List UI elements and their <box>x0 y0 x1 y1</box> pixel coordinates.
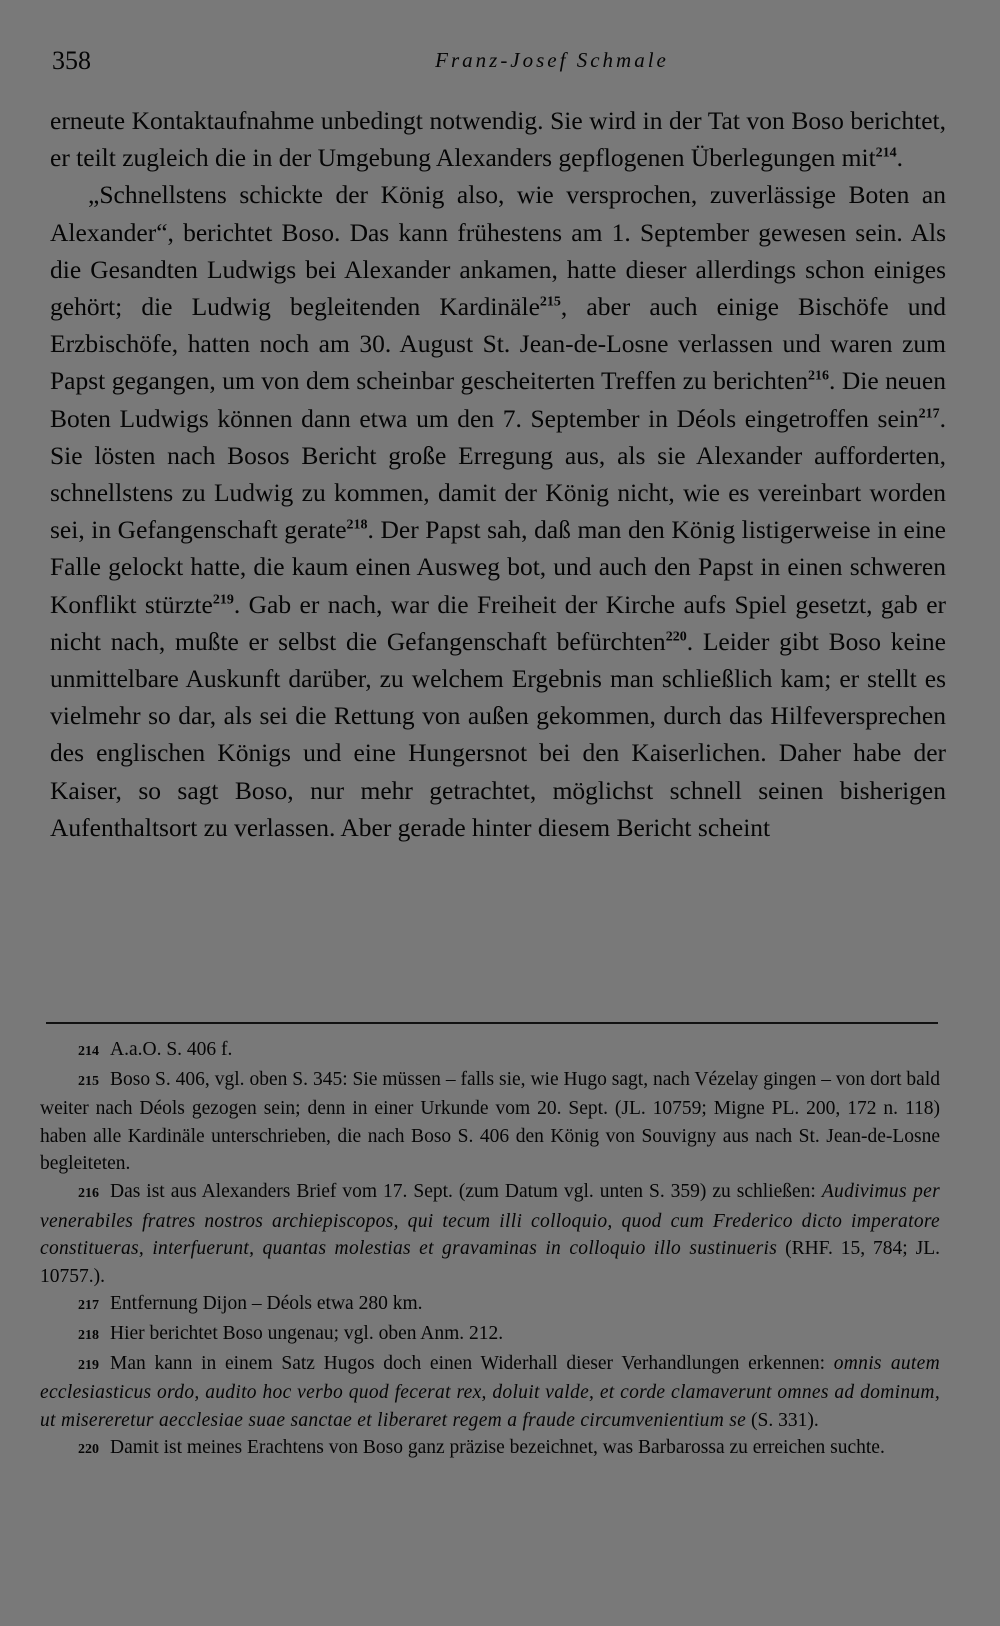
footnote-text: (RHF. 15, 784; JL. 10757.). <box>40 1238 940 1287</box>
footnote-number: 219 <box>78 1357 99 1373</box>
footnote-215 <box>40 1066 940 1178</box>
footnote-number: 216 <box>78 1185 99 1201</box>
text-run: , aber auch einige Bischöfe und Erzbischöfe, hatten noch am 30. August St. Jean-de-Losne verlassen und waren zum Papst gegangen, um von dem scheinbar gescheiterten Treffen zu berichten <box>50 292 946 396</box>
paragraph <box>50 176 946 846</box>
text-run: „Schnellstens schickte der König also, wie versprochen, zuverlässige Boten an Alexander“, berichtet Boso. Das kann frühestens am 1. September gewesen sein. Als die Gesandten Ludwigs bei Alexander ankamen, hatte dieser allerdings schon einiges gehört; die Ludwig begleitenden Kardinäle <box>50 180 946 322</box>
footnote-number: 220 <box>78 1442 99 1458</box>
text-run: erneute Kontaktaufnahme unbedingt notwendig. Sie wird in der Tat von Boso berichtet, er teilt zugleich die in der Umgebung Alexanders gepflogenen Überlegungen mit <box>50 106 946 173</box>
main-text <box>50 102 946 846</box>
footnote-text: Man kann in einem Satz Hugos doch einen Widerhall dieser Verhandlungen erkennen: <box>110 1352 834 1374</box>
text-run: . Der Papst sah, daß man den König listigerweise in eine Falle gelockt hatte, die kaum einen Ausweg bot, und auch den Papst in einen schweren Konflikt stürzte <box>50 515 946 619</box>
footnote-text: Hier berichtet Boso ungenau; vgl. oben Anm. 212. <box>110 1322 504 1344</box>
footnote-number: 214 <box>78 1044 99 1059</box>
footnote-number: 215 <box>78 1073 99 1089</box>
footnote-number: 218 <box>78 1327 99 1343</box>
paragraph <box>50 102 946 176</box>
footnote-text: Entfernung Dijon – Déols etwa 280 km. <box>110 1293 423 1315</box>
text-run: . Sie lösten nach Bosos Bericht große Erregung aus, als sie Alexander aufforderten, schnellstens zu Ludwig zu kommen, damit der König nicht, wie es vereinbart worden sei, in Gefangenschaft gerate <box>50 403 946 545</box>
footnote-218 <box>40 1320 940 1350</box>
page-header <box>52 46 958 80</box>
text-run: . Die neuen Boten Ludwigs können dann etwa um den 7. September in Déols eingetroffen sein <box>50 366 946 433</box>
footnote-reference[interactable]: 215 <box>539 294 561 310</box>
footnote-text: Damit ist meines Erachtens von Boso ganz präzise bezeichnet, was Barbarossa zu erreichen suchte. <box>110 1437 885 1459</box>
footnote-text: Boso S. 406, vgl. oben S. 345: Sie müssen – falls sie, wie Hugo sagt, nach Vézelay gingen – von dort bald weiter nach Déols gezogen sein; denn in einer Urkunde vom 20. Sept. (JL. 10759; Migne PL. 200, 172 n. 118) haben alle Kardinäle unterschrieben, die nach Boso S. 406 den König von Souvigny aus nach St. Jean-de-Losne begleiteten. <box>40 1068 940 1175</box>
footnote-reference[interactable]: 219 <box>212 592 234 608</box>
footnote-216 <box>40 1178 940 1290</box>
footnotes <box>40 1036 940 1464</box>
footnote-number: 217 <box>78 1298 99 1314</box>
footnote-text: A.a.O. S. 406 f. <box>110 1039 233 1060</box>
footnote-220 <box>40 1434 940 1464</box>
footnote-text: (S. 331). <box>746 1409 819 1431</box>
footnote-divider <box>46 1022 938 1024</box>
text-run: . Gab er nach, war die Freiheit der Kirche aufs Spiel gesetzt, gab er nicht nach, mußte er selbst die Gefangenschaft befürchten <box>50 589 946 656</box>
footnote-reference[interactable]: 217 <box>918 406 940 422</box>
footnote-reference[interactable]: 214 <box>875 145 897 161</box>
footnote-text: Das ist aus Alexanders Brief vom 17. Sept. (zum Datum vgl. unten S. 359) zu schließen: <box>110 1180 822 1202</box>
text-run: . <box>896 143 904 173</box>
footnote-reference[interactable]: 220 <box>665 629 687 645</box>
footnote-217 <box>40 1290 940 1320</box>
running-title: Franz-Josef Schmale <box>435 48 669 72</box>
footnote-reference[interactable]: 216 <box>808 368 829 384</box>
footnote-reference[interactable]: 218 <box>346 517 368 533</box>
latin-quotation: omnis autem ecclesiasticus ordo, audito hoc verbo quod fecerat rex, doluit valde, et corde clamaverunt omnes ad dominum, ut misereretur aecclesiae suae sanctae et liberaret regem a fraude circumvenientium se <box>40 1352 940 1431</box>
footnote-219 <box>40 1350 940 1435</box>
page-number: 358 <box>52 46 91 75</box>
text-run: . Leider gibt Boso keine unmittelbare Auskunft darüber, zu welchem Ergebnis man schließlich kam; er stellt es vielmehr so dar, als sei die Rettung von außen gekommen, durch das Hilfeversprechen des englischen Königs und eine Hungersnot bei den Kaiserlichen. Daher habe der Kaiser, so sagt Boso, nur mehr getrachtet, möglichst schnell seinen bisherigen Aufenthaltsort zu verlassen. Aber gerade hinter diesem Bericht scheint <box>50 626 946 842</box>
footnote-214 <box>40 1036 940 1066</box>
latin-quotation: Audivimus per venerabiles fratres nostros archiepiscopos, qui tecum illi colloquio, quod cum Frederico dicto imperatore constitueras, interfuerunt, quantas molestias et gravaminas in colloquio illo sustinueris <box>40 1180 940 1260</box>
